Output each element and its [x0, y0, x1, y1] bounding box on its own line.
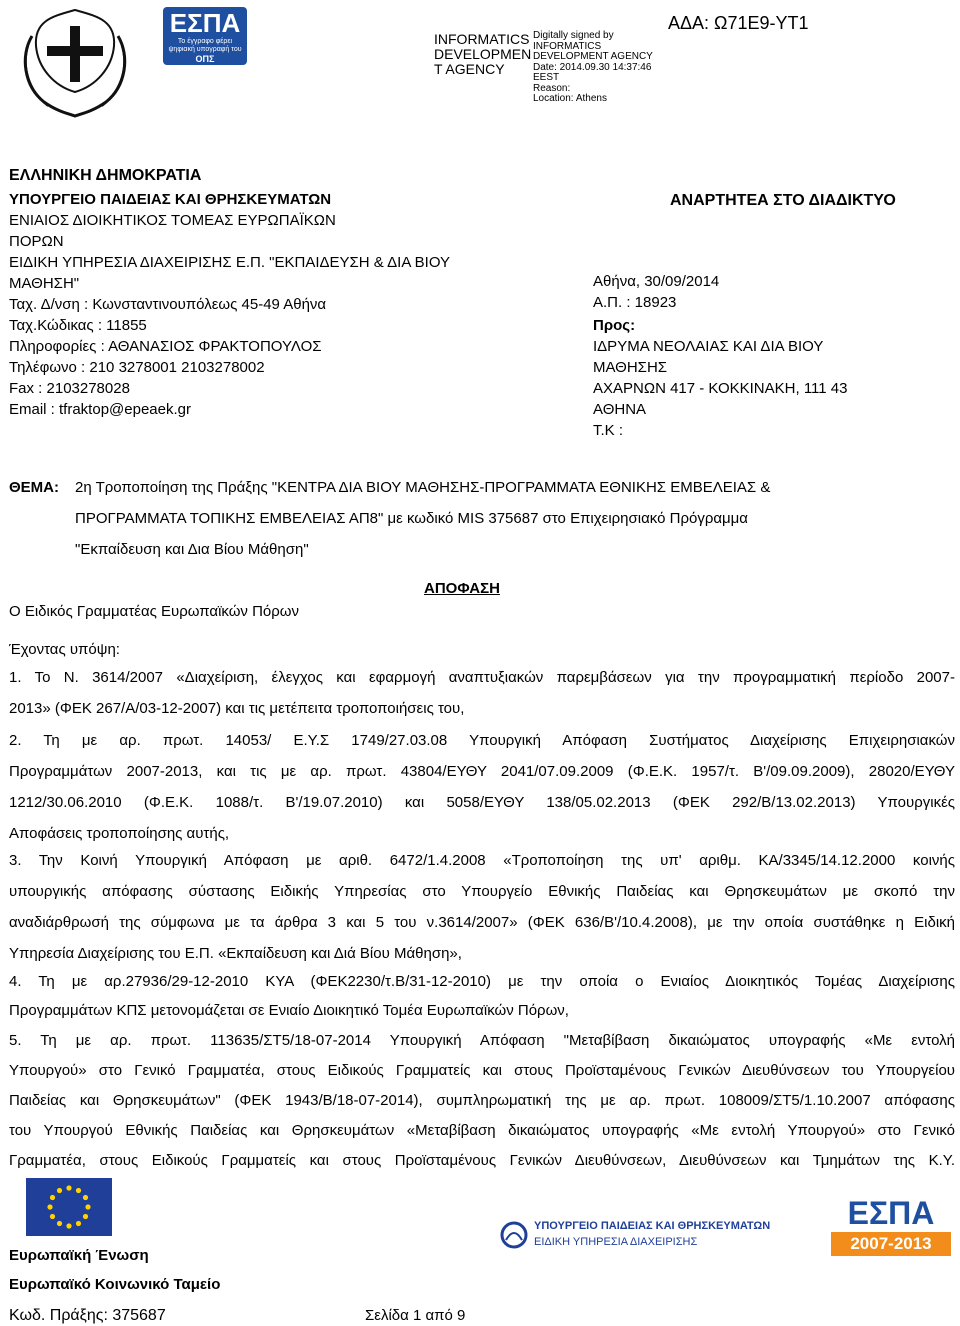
espa-2007-2013-logo	[831, 1196, 951, 1264]
sender-postcode: Ταχ.Κώδικας : 11855	[9, 317, 147, 334]
eu-star-icon	[83, 1195, 88, 1200]
item-line: Προγραμμάτων 2007-2013, και τις με αρ. πρωτ. 43804/ΕΥΘΥ 2041/07.09.2009 (Φ.Ε.Κ. 1957/τ. Β'/09.09.2009), 28020/ΕΥΘΥ	[9, 763, 955, 780]
recipient-line: ΙΔΡΥΜΑ ΝΕΟΛΑΙΑΣ ΚΑΙ ΔΙΑ ΒΙΟΥ	[593, 338, 824, 355]
decision-issuer: Ο Ειδικός Γραμματέας Ευρωπαϊκών Πόρων	[9, 603, 300, 620]
sender-sector: ΕΝΙΑΙΟΣ ΔΙΟΙΚΗΤΙΚΟΣ ΤΟΜΕΑΣ ΕΥΡΩΠΑΪΚΩΝ	[9, 212, 336, 229]
programme-mark-icon	[500, 1220, 528, 1250]
espa-logo-title: ΕΣΠΑ	[169, 8, 241, 38]
sender-phone: Τηλέφωνο : 210 3278001 2103278002	[9, 359, 265, 376]
signer-line: T AGENCY	[434, 61, 505, 77]
eu-star-icon	[85, 1204, 90, 1209]
item-line: Προγραμμάτων ΚΠΣ μετονομάζεται σε Ενιαίο Διοικητικό Τομέα Ευρωπαϊκών Πόρων,	[9, 1002, 569, 1019]
signature-detail: Reason:	[533, 82, 571, 94]
ada-code: ΑΔΑ: Ω71Ε9-ΥΤ1	[668, 13, 809, 33]
op-logo-line1: ΥΠΟΥΡΓΕΙΟ ΠΑΙΔΕΙΑΣ ΚΑΙ ΘΡΗΣΚΕΥΜΑΤΩΝ	[534, 1220, 771, 1232]
recipient-line: Τ.Κ :	[593, 422, 624, 439]
operational-programme-logo	[500, 1218, 800, 1252]
item-line: Υπουργού» στο Γενικό Γραμματέα, στους Ειδικούς Γραμματείς και στους Προϊσταμένους Γενικών Διευθύνσεων του Υπουργείου	[9, 1062, 955, 1079]
item-4	[9, 971, 955, 1020]
sender-service-cont: ΜΑΘΗΣΗ"	[9, 275, 80, 292]
sender-contact: Πληροφορίες : ΑΘΑΝΑΣΙΟΣ ΦΡΑΚΤΟΠΟΥΛΟΣ	[9, 338, 322, 355]
subject-line: 2η Τροποποίηση της Πράξης "ΚΕΝΤΡΑ ΔΙΑ ΒΙΟΥ ΜΑΘΗΣΗΣ-ΠΡΟΓΡΑΜΜΑΤΑ ΕΘΝΙΚΗΣ ΕΜΒΕΛΕΙΑΣ &	[75, 479, 771, 496]
sender-republic: ΕΛΛΗΝΙΚΗ ΔΗΜΟΚΡΑΤΙΑ	[9, 167, 202, 184]
espa-logo-caption: Το έγγραφο φέρει ψηφιακή υπογραφή του	[168, 38, 242, 53]
eu-star-icon	[50, 1214, 55, 1219]
protocol-number: Α.Π. : 18923	[593, 294, 677, 311]
action-code: Κωδ. Πράξης: 375687	[9, 1307, 166, 1324]
item-line: Υπηρεσία Διαχείρισης του Ε.Π. «Εκπαίδευση και Διά Βίου Μάθηση»,	[9, 945, 462, 962]
signature-signer	[434, 32, 531, 77]
item-line: Παιδείας και Θρησκευμάτων" (ΦΕΚ 1943/Β/18-07-2014), συμπληρωματική της με αρ. πρωτ. 108009/ΣΤ5/1.10.2007 απόφασης	[9, 1092, 955, 1109]
espa-signature-logo	[163, 7, 247, 65]
sender-email: Email : tfraktop@epeaek.gr	[9, 401, 191, 418]
item-line: 2. Τη με αρ. πρωτ. 14053/ Ε.Υ.Σ 1749/27.03.08 Υπουργική Απόφαση Συστήματος Διαχείρισης Επιχειρησιακών	[9, 732, 955, 749]
item-3	[9, 850, 955, 963]
item-line: υπουργικής απόφασης σύστασης Ειδικής Υπηρεσίας στο Υπουργείο Εθνικής Παιδείας και Θρησκευμάτων με σκοπό την	[9, 883, 955, 900]
signature-detail: Digitally signed by	[533, 30, 614, 41]
item-line: 3. Την Κοινή Υπουργική Απόφαση με αριθ. 6472/1.4.2008 «Τροποποίηση της υπ' αριθμ. ΚΑ/3345/14.12.2000 κοινής	[9, 852, 955, 869]
item-line: 1. Το Ν. 3614/2007 «Διαχείριση, έλεγχος και εφαρμογή αναπτυξιακών παρεμβάσεων για την προγραμματική περίοδο 2007-	[9, 669, 955, 686]
eu-star-icon	[47, 1204, 52, 1209]
signature-details	[533, 31, 653, 105]
decision-title: ΑΠΟΦΑΣΗ	[424, 580, 500, 597]
signature-detail: INFORMATICS	[533, 40, 602, 52]
item-line: 2013» (ΦΕΚ 267/Α/03-12-2007) και τις μετέπειτα τροποποιήσεις του,	[9, 700, 465, 717]
eu-flag-icon	[26, 1178, 112, 1236]
item-line: 1212/30.06.2010 (Φ.Ε.Κ. 1088/τ. Β'/19.07.2010) και 5058/ΕΥΘΥ 138/05.02.2013 (ΦΕΚ 292/Β/13.02.2013) Υπουργικές	[9, 794, 955, 811]
item-line: του Υπουργού Εθνικής Παιδείας και Θρησκευμάτων «Μεταβίβαση δικαιώματος υπογραφής «Με εντολή Υπουργού» στο Γενικό	[9, 1122, 955, 1139]
signature-detail: Location: Athens	[533, 93, 607, 104]
item-1	[9, 667, 955, 718]
recipient-line: ΑΧΑΡΝΩΝ 417 - ΚΟΚΚΙΝΑΚΗ, 111 43	[593, 380, 848, 397]
sender-fax: Fax : 2103278028	[9, 380, 130, 397]
signature-detail: DEVELOPMENT AGENCY	[533, 51, 653, 62]
signature-detail: Date: 2014.09.30 14:37:46	[533, 61, 652, 73]
item-line: 4. Τη με αρ.27936/29-12-2010 ΚΥΑ (ΦΕΚ2230/τ.Β/31-12-2010) με την οποία ο Ενιαίος Διοικητικός Τομέας Διαχείρισης	[9, 973, 955, 990]
eu-star-icon	[66, 1223, 71, 1228]
eu-star-icon	[76, 1188, 81, 1193]
sender-ministry: ΥΠΟΥΡΓΕΙΟ ΠΑΙΔΕΙΑΣ ΚΑΙ ΘΡΗΣΚΕΥΜΑΤΩΝ	[9, 191, 332, 208]
subject-line: ΠΡΟΓΡΑΜΜΑΤΑ ΤΟΠΙΚΗΣ ΕΜΒΕΛΕΙΑΣ ΑΠ8" με κωδικό MIS 375687 στο Επιχειρησιακό Πρόγραμμα	[75, 510, 748, 527]
eu-star-icon	[57, 1221, 62, 1226]
eu-star-icon	[50, 1195, 55, 1200]
recipient-label: Προς:	[593, 317, 636, 334]
document-date: Αθήνα, 30/09/2014	[593, 273, 720, 290]
espa-logo-org: ΟΠΣ	[195, 54, 215, 64]
item-2	[9, 730, 955, 843]
sender-address: Ταχ. Δ/νση : Κωνσταντινουπόλεως 45-49 Αθήνα	[9, 296, 327, 313]
greek-emblem-icon	[14, 6, 136, 124]
subject-label: ΘΕΜΑ:	[9, 479, 59, 496]
page-number: Σελίδα 1 από 9	[365, 1307, 466, 1324]
item-line: 5. Τη με αρ. πρωτ. 113635/ΣΤ5/18-07-2014 Υπουργική Απόφαση "Μεταβίβαση δικαιώματος υπογραφής «Με εντολή	[9, 1032, 955, 1049]
signer-line: DEVELOPMEN	[434, 46, 532, 62]
signature-detail: EEST	[533, 72, 560, 83]
op-logo-line2: ΕΙΔΙΚΗ ΥΠΗΡΕΣΙΑ ΔΙΑΧΕΙΡΙΣΗΣ	[534, 1236, 698, 1248]
espa-footer-years: 2007-2013	[831, 1232, 951, 1256]
item-5	[9, 1030, 955, 1170]
signer-line: INFORMATICS	[434, 31, 530, 47]
eu-star-icon	[83, 1214, 88, 1219]
considering-label: Έχοντας υπόψη:	[9, 641, 120, 658]
espa-footer-title: ΕΣΠΑ	[847, 1195, 935, 1231]
sender-sector-cont: ΠΟΡΩΝ	[9, 233, 64, 250]
eu-star-icon	[57, 1188, 62, 1193]
item-line: Γραμματέα, στους Ειδικούς Γραμματείς και στους Προϊσταμένους Γενικών Διευθύνσεων, Διευθύνσεων και Τμημάτων της Κ.Υ.	[9, 1152, 955, 1169]
eu-union-label: Ευρωπαϊκή Ένωση	[9, 1247, 149, 1264]
item-line: Αποφάσεις τροποποίησης αυτής,	[9, 825, 230, 842]
recipient-line: ΑΘΗΝΑ	[593, 401, 647, 418]
publication-notice: ΑΝΑΡΤΗΤΕΑ ΣΤΟ ΔΙΑΔΙΚΤΥΟ	[670, 192, 896, 209]
subject-line: "Εκπαίδευση και Δια Βίου Μάθηση"	[75, 541, 309, 558]
sender-service: ΕΙΔΙΚΗ ΥΠΗΡΕΣΙΑ ΔΙΑΧΕΙΡΙΣΗΣ Ε.Π. "ΕΚΠΑΙΔΕΥΣΗ & ΔΙΑ ΒΙΟΥ	[9, 254, 451, 271]
eu-star-icon	[66, 1185, 71, 1190]
eu-star-icon	[76, 1221, 81, 1226]
eu-fund-label: Ευρωπαϊκό Κοινωνικό Ταμείο	[9, 1276, 221, 1293]
item-line: αναδιάρθρωσή της σύμφωνα με τα άρθρα 3 και 5 του ν.3614/2007» (ΦΕΚ 636/Β'/10.4.2008), με την οποία συστάθηκε η Ειδική	[9, 914, 955, 931]
recipient-line: ΜΑΘΗΣΗΣ	[593, 359, 668, 376]
